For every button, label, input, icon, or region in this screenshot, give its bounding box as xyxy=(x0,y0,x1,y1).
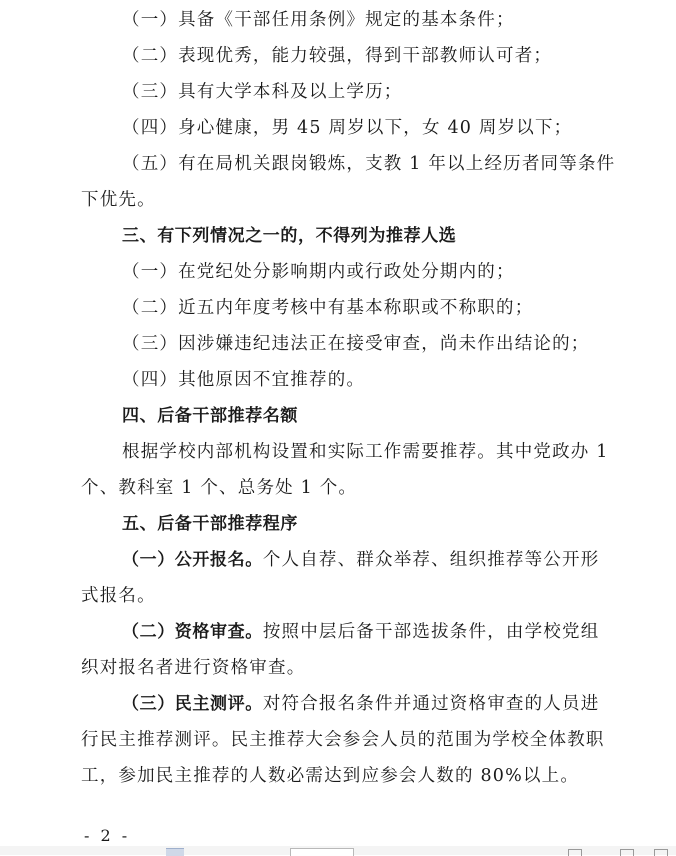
heading-text: 三、有下列情况之一的，不得列为推荐人选 xyxy=(122,226,457,246)
paragraph-text: 根据学校内部机构设置和实际工作需要推荐。其中党政办 1 xyxy=(122,442,609,462)
procedure-step-3 xyxy=(0,686,676,722)
paragraph-text: 下优先。 xyxy=(81,190,156,210)
paragraph-text: （一）具备《干部任用条例》规定的基本条件； xyxy=(122,10,515,30)
section-heading-5 xyxy=(0,506,676,542)
paragraph-text: 工，参加民主推荐的人数必需达到应参会人数的 80%以上。 xyxy=(81,766,580,786)
step-title: （一）公开报名。 xyxy=(122,550,263,570)
condition-item-5 xyxy=(0,146,676,182)
condition-item-2 xyxy=(0,38,676,74)
section-heading-3 xyxy=(0,218,676,254)
paragraph-text: 个、教科室 1 个、总务处 1 个。 xyxy=(81,478,358,498)
condition-item-5-cont xyxy=(0,182,676,218)
heading-text: 五、后备干部推荐程序 xyxy=(122,514,298,534)
paragraph-text: 对符合报名条件并通过资格审查的人员进 xyxy=(262,694,600,714)
procedure-step-1-cont xyxy=(0,578,676,614)
paragraph-text: 织对报名者进行资格审查。 xyxy=(81,658,306,678)
paragraph-text: （三）因涉嫌违纪违法正在接受审查，尚未作出结论的； xyxy=(122,334,590,354)
paragraph-text: （四）其他原因不宜推荐的。 xyxy=(122,370,366,390)
page-number: - 2 - xyxy=(84,826,131,845)
paragraph-text: 按照中层后备干部选拔条件，由学校党组 xyxy=(262,622,600,642)
exclusion-item-2 xyxy=(0,290,676,326)
paragraph-text: 个人自荐、群众举荐、组织推荐等公开形 xyxy=(262,550,600,570)
quota-paragraph-cont xyxy=(0,470,676,506)
condition-item-1 xyxy=(0,2,676,38)
exclusion-item-3 xyxy=(0,326,676,362)
condition-item-4 xyxy=(0,110,676,146)
paragraph-text: （五）有在局机关跟岗锻炼，支教 1 年以上经历者同等条件 xyxy=(122,154,616,174)
procedure-step-2 xyxy=(0,614,676,650)
paragraph-text: （二）近五内年度考核中有基本称职或不称职的； xyxy=(122,298,534,318)
paragraph-text: （四）身心健康，男 45 周岁以下，女 40 周岁以下； xyxy=(122,118,573,138)
procedure-step-3-cont-1 xyxy=(0,722,676,758)
procedure-step-2-cont xyxy=(0,650,676,686)
heading-text: 四、后备干部推荐名额 xyxy=(122,406,298,426)
section-heading-4 xyxy=(0,398,676,434)
paragraph-text: （一）在党纪处分影响期内或行政处分期内的； xyxy=(122,262,515,282)
condition-item-3 xyxy=(0,74,676,110)
procedure-step-3-cont-2 xyxy=(0,758,676,794)
step-title: （三）民主测评。 xyxy=(122,694,263,714)
paragraph-text: 式报名。 xyxy=(81,586,156,606)
paragraph-text: 行民主推荐测评。民主推荐大会参会人员的范围为学校全体教职 xyxy=(81,730,605,750)
step-title: （二）资格审查。 xyxy=(122,622,263,642)
paragraph-text: （三）具有大学本科及以上学历； xyxy=(122,82,403,102)
exclusion-item-1 xyxy=(0,254,676,290)
exclusion-item-4 xyxy=(0,362,676,398)
procedure-step-1 xyxy=(0,542,676,578)
paragraph-text: （二）表现优秀，能力较强，得到干部教师认可者； xyxy=(122,46,553,66)
quota-paragraph xyxy=(0,434,676,470)
